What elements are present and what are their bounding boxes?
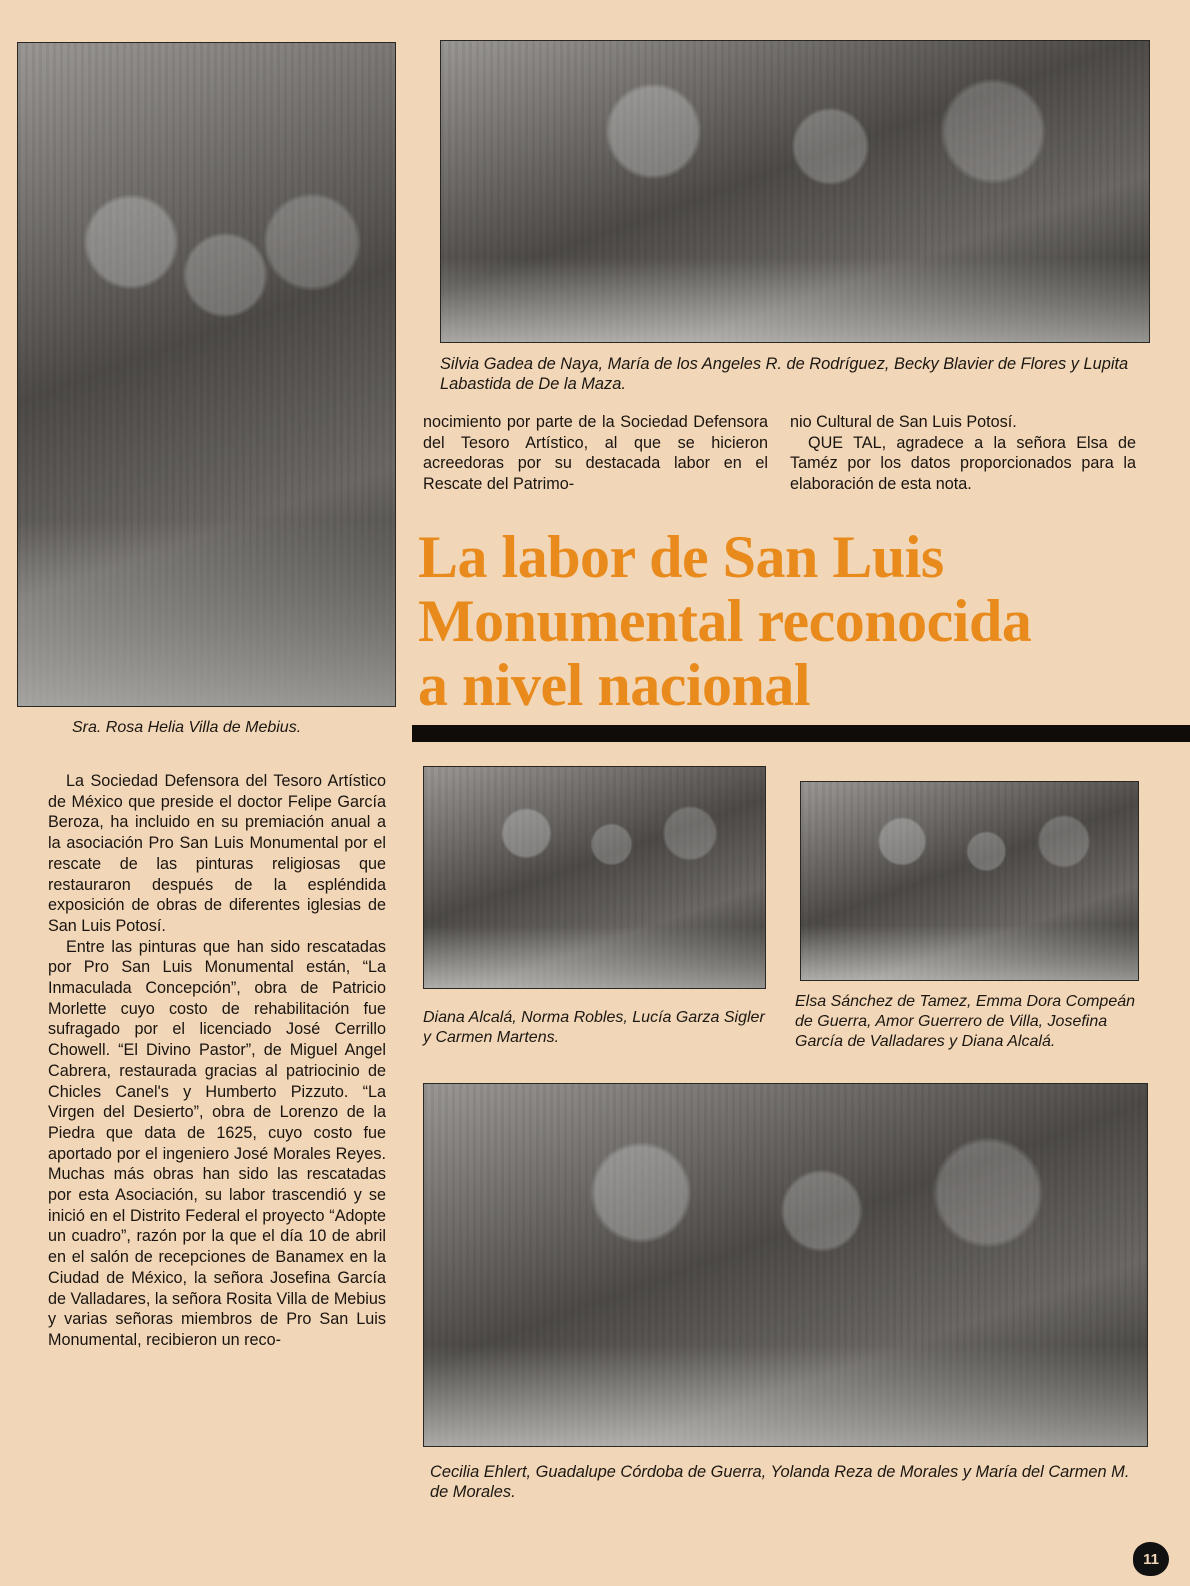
middle-left-photo <box>423 766 766 989</box>
headline-line-3: a nivel nacional <box>418 652 811 718</box>
headline-line-2: Monumental reconocida <box>418 588 1032 654</box>
article-paragraph-2: Entre las pinturas que han sido rescatadas por Pro San Luis Monumental están, “La Inmaculada Concepción”, obra de Patricio Morlette cuyo costo de rehabilitación fue sufragado por el licenciado José Cerrillo Chowell. “El Divino Pastor”, de Miguel Angel Cabrera, restaurada gracias al patriocinio de Chicles Canel's y Humberto Pizzuto. “La Virgen del Desierto”, obra de Lorenzo de la Piedra que data de 1625, cuyo costo fue aportado por el ingeniero José Morales Reyes. Muchas más obras han sido las rescatadas por esta Asociación, su labor trascendió y se inició en el Distrito Federal el proyecto “Adopte un cuadro”, razón por la que el día 10 de abril en el salón de recepciones de Banamex en la Ciudad de México, la señora Josefina García de Valladares, la señora Rosita Villa de Mebius y varias señoras miembros de Pro San Luis Monumental, recibieron un reco- <box>48 937 386 1349</box>
top-group-caption: Silvia Gadea de Naya, María de los Angeles R. de Rodríguez, Becky Blavier de Flores y Lupita Labastida de De la Maza. <box>440 355 1129 393</box>
article-continuation-left <box>423 412 768 495</box>
article-paragraph-4: nio Cultural de San Luis Potosí. <box>790 413 1017 431</box>
top-group-photo <box>440 40 1150 343</box>
article-continuation-right <box>790 412 1136 495</box>
middle-right-photo <box>800 781 1139 981</box>
headline <box>418 525 1190 717</box>
middle-left-caption: Diana Alcalá, Norma Robles, Lucía Garza Sigler y Carmen Martens. <box>423 1009 765 1046</box>
headline-rule <box>412 725 1190 742</box>
headline-line-1: La labor de San Luis <box>418 524 944 590</box>
middle-right-caption: Elsa Sánchez de Tamez, Emma Dora Compeán de Guerra, Amor Guerrero de Villa, Josefina García de Valladares y Diana Alcalá. <box>795 993 1136 1050</box>
article-paragraph-1: La Sociedad Defensora del Tesoro Artístico de México que preside el doctor Felipe García Beroza, ha incluido en su premiación anual a la asociación Pro San Luis Monumental por el rescate de las pinturas religiosas que restauraron después de la espléndida exposición de obras de diferentes iglesias de San Luis Potosí. <box>48 772 386 935</box>
bottom-caption: Cecilia Ehlert, Guadalupe Córdoba de Guerra, Yolanda Reza de Morales y María del Carmen M. de Morales. <box>430 1463 1130 1501</box>
article-paragraph-3: nocimiento por parte de la Sociedad Defensora del Tesoro Artístico, al que se hicieron acreedoras por su destacada labor en el Rescate del Patrimo- <box>423 413 768 494</box>
portrait-photo <box>17 42 396 707</box>
page-number: 11 <box>1133 1542 1169 1576</box>
article-main-column <box>48 771 386 1351</box>
bottom-group-photo <box>423 1083 1148 1447</box>
article-paragraph-5: QUE TAL, agradece a la señora Elsa de Taméz por los datos proporcionados para la elaboración de esta nota. <box>790 433 1136 494</box>
portrait-caption: Sra. Rosa Helia Villa de Mebius. <box>72 719 302 736</box>
